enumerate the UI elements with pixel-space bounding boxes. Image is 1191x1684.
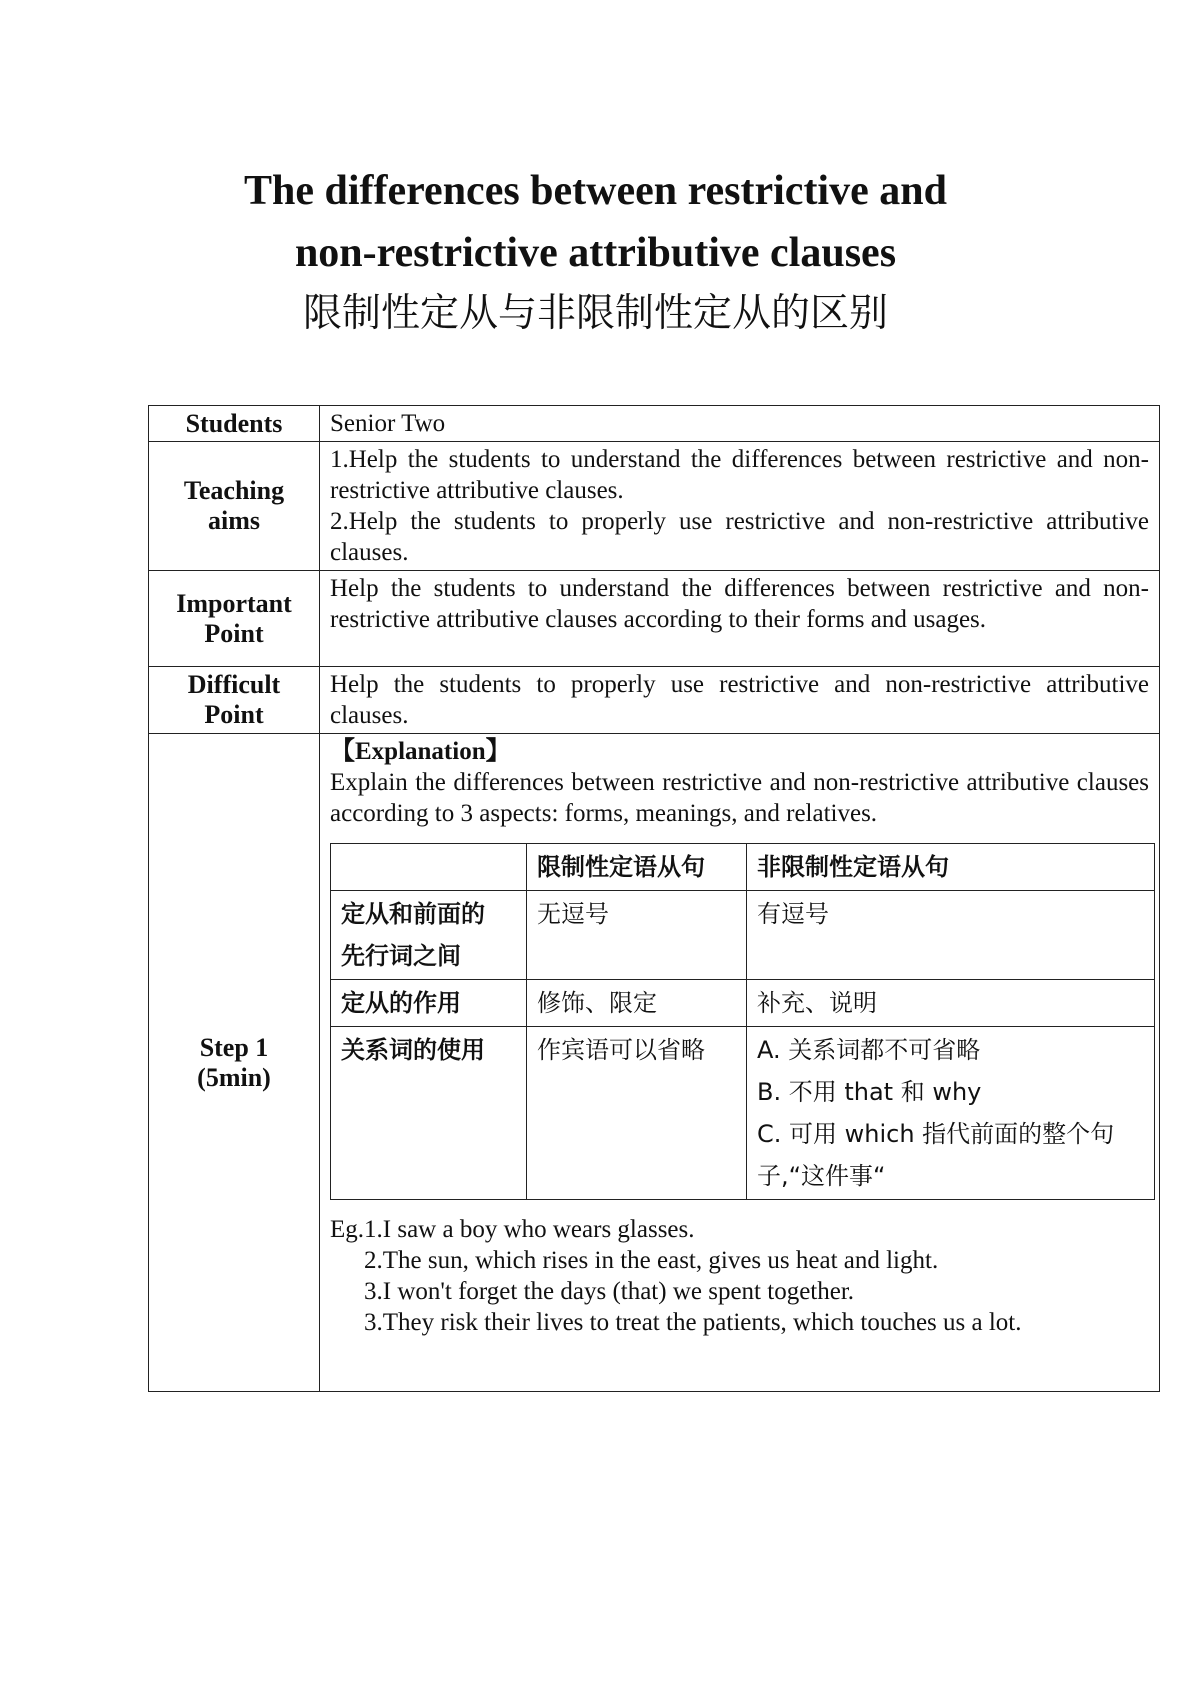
label-students: Students xyxy=(149,406,320,442)
row-important-point xyxy=(149,571,1160,667)
comparison-header-blank xyxy=(331,844,527,891)
comparison-label-form-line2: 先行词之间 xyxy=(341,942,461,970)
label-important-line1: Important xyxy=(176,588,292,618)
comparison-form-non-restrictive: 有逗号 xyxy=(747,891,1155,980)
label-teaching-aims xyxy=(149,442,320,571)
examples xyxy=(330,1214,1149,1338)
example-4: 3.They risk their lives to treat the patients, which touches us a lot. xyxy=(364,1309,1022,1336)
comparison-row-function xyxy=(331,980,1155,1027)
label-important-line2: Point xyxy=(204,618,264,648)
label-teaching-aims-line2: aims xyxy=(208,506,260,535)
comparison-header-row xyxy=(331,844,1155,891)
page-title xyxy=(0,160,1191,344)
comparison-relatives-non-restrictive xyxy=(747,1027,1155,1200)
comparison-function-non-restrictive: 补充、说明 xyxy=(747,980,1155,1027)
title-line-1: The differences between restrictive and xyxy=(244,168,947,214)
relatives-point-a: A. 关系词都不可省略 xyxy=(757,1036,981,1064)
comparison-label-form-line1: 定从和前面的 xyxy=(341,900,485,928)
comparison-form-restrictive: 无逗号 xyxy=(527,891,747,980)
relatives-point-b: B. 不用 that 和 why xyxy=(757,1078,982,1106)
comparison-row-relatives xyxy=(331,1027,1155,1200)
title-line-2: non-restrictive attributive clauses xyxy=(294,230,897,276)
example-3: 3.I won't forget the days (that) we spent together. xyxy=(364,1278,855,1305)
explanation-heading: 【Explanation】 xyxy=(330,738,511,765)
important-point-content: Help the students to understand the differences between restrictive and non-restrictive attributive clauses according to their forms and usages. xyxy=(320,571,1160,667)
explanation-intro: Explain the differences between restrictive and non-restrictive attributive clauses according to 3 aspects: forms, meanings, and relatives. xyxy=(330,769,1149,827)
teaching-aims-content xyxy=(320,442,1160,571)
step-1-content xyxy=(320,734,1160,1392)
comparison-label-form xyxy=(331,891,527,980)
value-students: Senior Two xyxy=(320,406,1160,442)
label-step-1 xyxy=(149,734,320,1392)
comparison-label-relatives: 关系词的使用 xyxy=(331,1027,527,1200)
title-line-chinese: 限制性定从与非限制性定从的区别 xyxy=(302,291,888,336)
lesson-plan-table xyxy=(148,405,1160,1392)
label-difficult-point xyxy=(149,667,320,734)
comparison-table xyxy=(330,843,1155,1200)
comparison-row-form xyxy=(331,891,1155,980)
teaching-aim-1: 1.Help the students to understand the differences between restrictive and non-restrictive attributive clauses. xyxy=(330,446,1149,504)
comparison-header-non-restrictive: 非限制性定语从句 xyxy=(747,844,1155,891)
row-step-1 xyxy=(149,734,1160,1392)
label-step-line2: (5min) xyxy=(197,1062,271,1092)
comparison-header-restrictive: 限制性定语从句 xyxy=(527,844,747,891)
example-2: 2.The sun, which rises in the east, gives us heat and light. xyxy=(364,1247,939,1274)
comparison-function-restrictive: 修饰、限定 xyxy=(527,980,747,1027)
relatives-point-c: C. 可用 which 指代前面的整个句子,“这件事“ xyxy=(757,1120,1115,1190)
comparison-label-function: 定从的作用 xyxy=(331,980,527,1027)
comparison-relatives-restrictive: 作宾语可以省略 xyxy=(527,1027,747,1200)
difficult-point-content: Help the students to properly use restrictive and non-restrictive attributive clauses. xyxy=(320,667,1160,734)
row-students xyxy=(149,406,1160,442)
label-important-point xyxy=(149,571,320,667)
label-difficult-line1: Difficult xyxy=(187,670,281,699)
row-teaching-aims xyxy=(149,442,1160,571)
teaching-aim-2: 2.Help the students to properly use restrictive and non-restrictive attributive clauses. xyxy=(330,508,1149,566)
row-difficult-point xyxy=(149,667,1160,734)
label-step-line1: Step 1 xyxy=(199,1032,269,1062)
label-difficult-line2: Point xyxy=(204,700,264,729)
example-1: Eg.1.I saw a boy who wears glasses. xyxy=(330,1216,695,1243)
label-teaching-aims-line1: Teaching xyxy=(183,476,285,505)
